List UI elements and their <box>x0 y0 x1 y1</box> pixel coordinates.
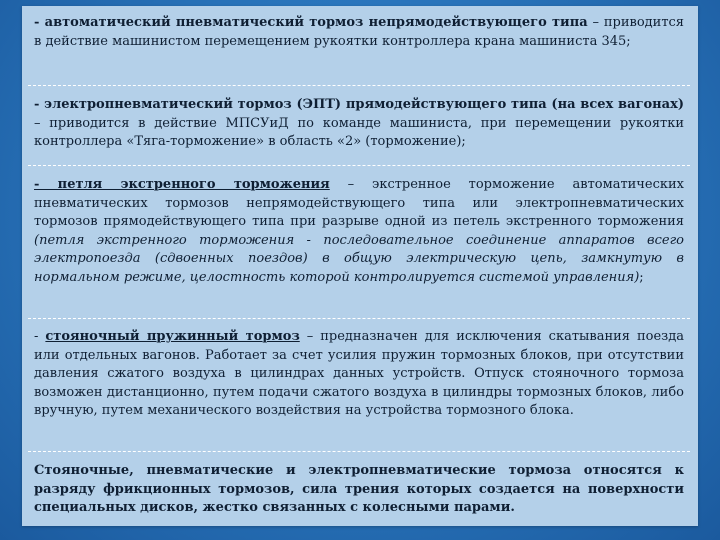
term-ept-brake: - электропневматический тормоз (ЭПТ) прямодействующего типа (на всех вагонах) <box>34 97 684 112</box>
desc-ept-brake: – приводится в действие МПСУиД по команде машиниста, при перемещении рукоятки контроллера «Тяга-торможение» в область «2» (торможение); <box>34 115 684 149</box>
desc-emergency-loop: – экстренное торможение автоматических пневматических тормозов непрямодействующего типа или электропневматических тормозов прямодействующего типа при разрыве одной из петель экстренного торможения <box>34 177 684 229</box>
dashed-divider <box>28 165 690 166</box>
term-emergency-loop: - петля экстренного торможения <box>34 177 330 192</box>
dashed-divider <box>28 85 690 86</box>
paragraph-ept-brake <box>34 96 684 152</box>
term-parking-brake: стояночный пружинный тормоз <box>45 329 300 344</box>
term-auto-pneumatic-brake: - автоматический пневматический тормоз непрямодействующего типа <box>34 15 588 30</box>
summary-friction-brakes: Стояночные, пневматические и электропневматические тормоза относятся к разряду фрикционных тормозов, сила трения которых создается на поверхности специальных дисков, жестко связанных с колесными парами. <box>34 463 684 515</box>
paragraph-parking-brake <box>34 328 684 421</box>
dashed-divider <box>28 451 690 452</box>
desc-auto-pneumatic-brake: – приводится в действие машинистом перемещением рукоятки контроллера крана машиниста 345; <box>34 15 684 49</box>
note-emergency-loop: (петля экстренного торможения - последовательное соединение аппаратов всего электропоезда (сдвоенных поездов) в общую электрическую цепь, замкнутую в нормальном режиме, целостность которой контролируется системой управления) <box>34 232 684 285</box>
paragraph-auto-pneumatic-brake <box>34 14 684 51</box>
prefix-parking-brake: - <box>34 329 46 344</box>
paragraph-emergency-loop <box>34 176 684 287</box>
dashed-divider <box>28 318 690 319</box>
desc-parking-brake: – предназначен для исключения скатывания поезда или отдельных вагонов. Работает за счет усилия пружин тормозных блоков, при отсутствии давления сжатого воздуха в цилиндрах данных устройств. Отпуск стояночного тормоза возможен дистанционно, путем подачи сжатого воздуха в цилиндры тормозных блоков, либо вручную, путем механического воздействия на устройства тормозного блока. <box>34 329 684 418</box>
paragraph-friction-brakes <box>34 462 684 518</box>
end-emergency-loop: ; <box>639 269 644 285</box>
